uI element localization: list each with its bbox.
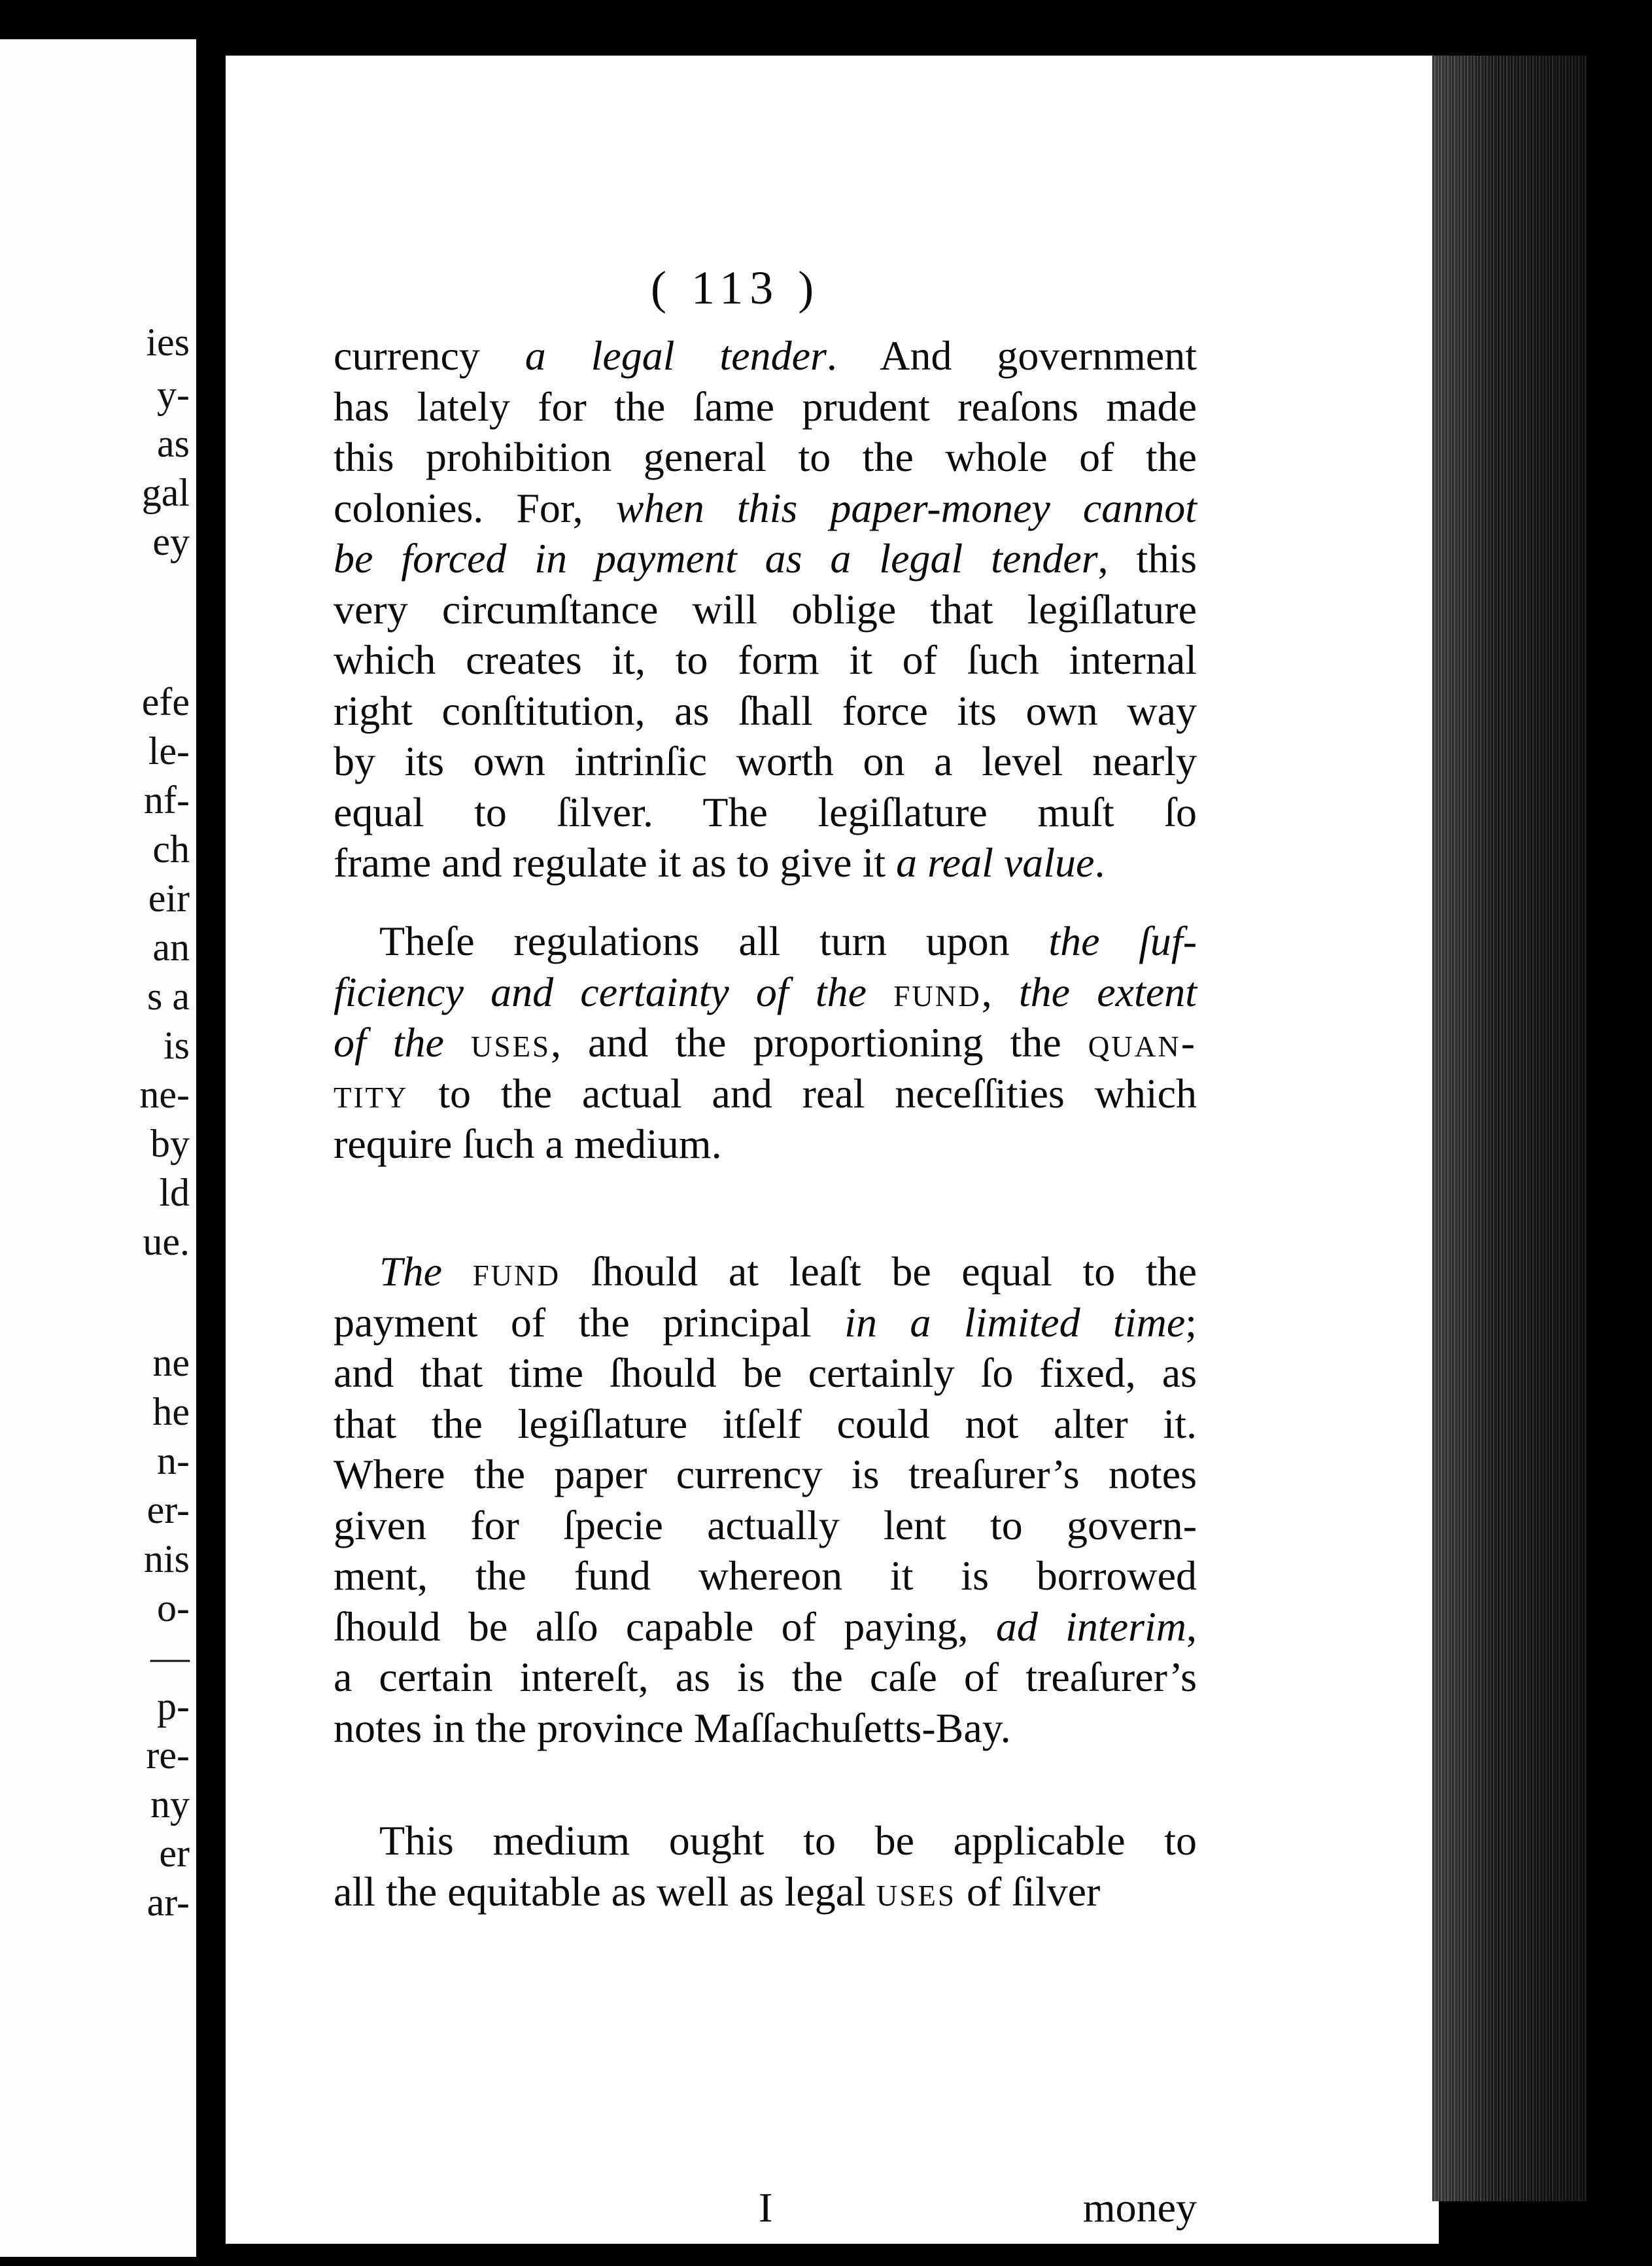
text-line	[334, 1246, 1197, 1297]
left-page-fragment: nis	[143, 1537, 190, 1580]
text-run: currency	[334, 332, 525, 379]
left-page-fragment: gal	[141, 471, 190, 514]
left-page-fragment: o-	[157, 1586, 190, 1630]
paragraph	[334, 1246, 1197, 1753]
left-page-fragment: er	[159, 1832, 190, 1875]
text-run: ,	[981, 968, 1019, 1015]
left-page-fragment: ar-	[146, 1881, 190, 1924]
text-run: ;	[1185, 1299, 1197, 1346]
text-line	[334, 1017, 1197, 1068]
left-page-fragment: p-	[157, 1684, 190, 1728]
text-line	[334, 1703, 1197, 1754]
left-page-fragment: y-	[157, 373, 190, 416]
text-line	[334, 1399, 1197, 1450]
text-run: given for ſpecie actually lent to govern-	[334, 1501, 1197, 1548]
left-page-fragment: re-	[146, 1734, 190, 1777]
left-page-fragment: is	[163, 1024, 190, 1067]
italic-run: the ſuf-	[1048, 918, 1197, 964]
text-run: by its own intrinſic worth on a level nearly	[334, 738, 1197, 784]
italic-run: of the	[334, 1019, 444, 1066]
left-page-fragment: by	[150, 1122, 190, 1165]
text-line	[334, 736, 1197, 787]
text-line	[334, 916, 1197, 967]
left-page-fragment: ch	[152, 828, 190, 871]
small-caps-run: uses	[876, 1868, 956, 1915]
left-page-fragment: s a	[147, 975, 190, 1018]
small-caps-run: fund	[893, 968, 982, 1015]
text-line	[334, 1068, 1197, 1119]
text-line	[334, 967, 1197, 1018]
text-run: Theſe regulations all turn upon	[379, 918, 1049, 964]
left-page-fragment: ey	[152, 520, 190, 563]
text-run: .	[1094, 839, 1105, 886]
paragraph	[334, 330, 1197, 888]
text-run: , and the proportioning the	[551, 1019, 1088, 1066]
text-run: and that time ſhould be certainly ſo fixed, as	[334, 1350, 1197, 1396]
text-run: which creates it, to form it of ſuch internal	[334, 636, 1197, 683]
left-page-fragment: efe	[141, 680, 190, 723]
text-line	[334, 837, 1197, 888]
text-line	[334, 1550, 1197, 1601]
left-page-fragment: ne-	[139, 1073, 190, 1116]
text-run: . And government	[826, 332, 1197, 379]
left-page-fragment: ny	[150, 1783, 190, 1826]
italic-run: a legal tender	[525, 332, 827, 379]
text-run	[442, 1248, 473, 1295]
italic-run: be forced in payment as a legal tender	[334, 535, 1098, 582]
left-page-fragment: ue.	[143, 1220, 190, 1263]
text-run: payment of the principal	[334, 1299, 845, 1346]
text-run: colonies. For,	[334, 484, 616, 531]
left-page-fragment: er-	[146, 1488, 190, 1531]
text-run: ſhould at leaſt be equal to the	[560, 1248, 1197, 1295]
left-page-fragment: as	[157, 422, 190, 465]
text-line	[334, 1119, 1197, 1170]
left-page-fragment: n-	[157, 1439, 190, 1482]
text-line	[334, 1866, 1197, 1917]
text-run: , this	[1097, 535, 1197, 582]
text-run: require ſuch a medium.	[334, 1121, 722, 1167]
text-run: all the equitable as well as legal	[334, 1868, 876, 1915]
text-line	[334, 381, 1197, 432]
text-line	[334, 1297, 1197, 1348]
text-run	[867, 969, 893, 1015]
left-page-fragment: he	[152, 1390, 190, 1433]
paragraph	[334, 916, 1197, 1170]
text-line	[334, 686, 1197, 737]
left-page-fragment: eir	[148, 877, 190, 920]
text-line	[334, 584, 1197, 635]
catchword: money	[1082, 2184, 1197, 2231]
text-run: this prohibition general to the whole of the	[334, 434, 1197, 480]
left-page-fragment: nf-	[144, 778, 190, 822]
text-run: ,	[1186, 1603, 1197, 1650]
left-page-fragment: —	[150, 1635, 190, 1679]
left-page-fragment: ies	[146, 321, 190, 364]
text-line	[334, 1449, 1197, 1500]
small-caps-run: fund	[472, 1248, 561, 1295]
page-edges-shade	[1432, 56, 1587, 2201]
text-line	[334, 1348, 1197, 1399]
text-line	[334, 533, 1197, 584]
text-run: to the actual and real neceſſities which	[408, 1070, 1197, 1117]
text-run: ſhould be alſo capable of paying,	[334, 1603, 996, 1650]
text-line	[334, 432, 1197, 483]
text-line	[334, 787, 1197, 838]
text-line	[334, 1652, 1197, 1703]
small-caps-run: quan-	[1088, 1019, 1197, 1066]
signature-mark: I	[759, 2184, 773, 2231]
text-line	[334, 635, 1197, 686]
italic-run: a real value	[896, 839, 1095, 886]
text-run: a certain intereſt, as is the caſe of treaſurer’s	[334, 1654, 1197, 1700]
italic-run: ad interim	[995, 1603, 1187, 1650]
italic-run: The	[379, 1248, 442, 1295]
italic-run: ficiency and certainty of the	[334, 968, 867, 1015]
text-run: equal to ſilver. The legiſlature muſt ſo	[334, 788, 1197, 835]
text-line	[334, 1601, 1197, 1652]
page-footer	[334, 2182, 1197, 2234]
text-run: Where the paper currency is treaſurer’s notes	[334, 1451, 1197, 1497]
left-page-fragment: an	[152, 926, 190, 969]
italic-run: in a limited time	[844, 1299, 1186, 1346]
italic-run: the extent	[1018, 968, 1197, 1015]
text-line	[334, 1815, 1197, 1866]
text-run: notes in the province Maſſachuſetts-Bay.	[334, 1704, 1011, 1751]
left-page-fragment: ne	[152, 1341, 190, 1384]
text-run: has lately for the ſame prudent reaſons made	[334, 383, 1197, 430]
text-run: ment, the fund whereon it is borrowed	[334, 1552, 1197, 1599]
page-number: ( 113 )	[651, 262, 821, 314]
left-page-fragment: ld	[159, 1171, 190, 1214]
text-run: of ſilver	[955, 1868, 1101, 1915]
text-run: very circumſtance will oblige that legiſlature	[334, 585, 1197, 633]
text-run: that the legiſlature itſelf could not alter it.	[334, 1400, 1197, 1447]
small-caps-run: uses	[470, 1019, 551, 1066]
paragraph	[334, 1815, 1197, 1917]
left-facing-page	[0, 39, 196, 2257]
text-run: frame and regulate it as to give it	[334, 839, 897, 886]
small-caps-run: tity	[334, 1070, 409, 1117]
text-line	[334, 1500, 1197, 1551]
text-run	[444, 1019, 471, 1066]
text-run: This medium ought to be applicable to	[379, 1817, 1197, 1864]
italic-run: when this paper-money cannot	[615, 484, 1197, 531]
left-page-fragment: le-	[148, 729, 190, 773]
text-line	[334, 483, 1197, 534]
text-line	[334, 330, 1197, 381]
text-run: right conſtitution, as ſhall force its own way	[334, 687, 1197, 734]
